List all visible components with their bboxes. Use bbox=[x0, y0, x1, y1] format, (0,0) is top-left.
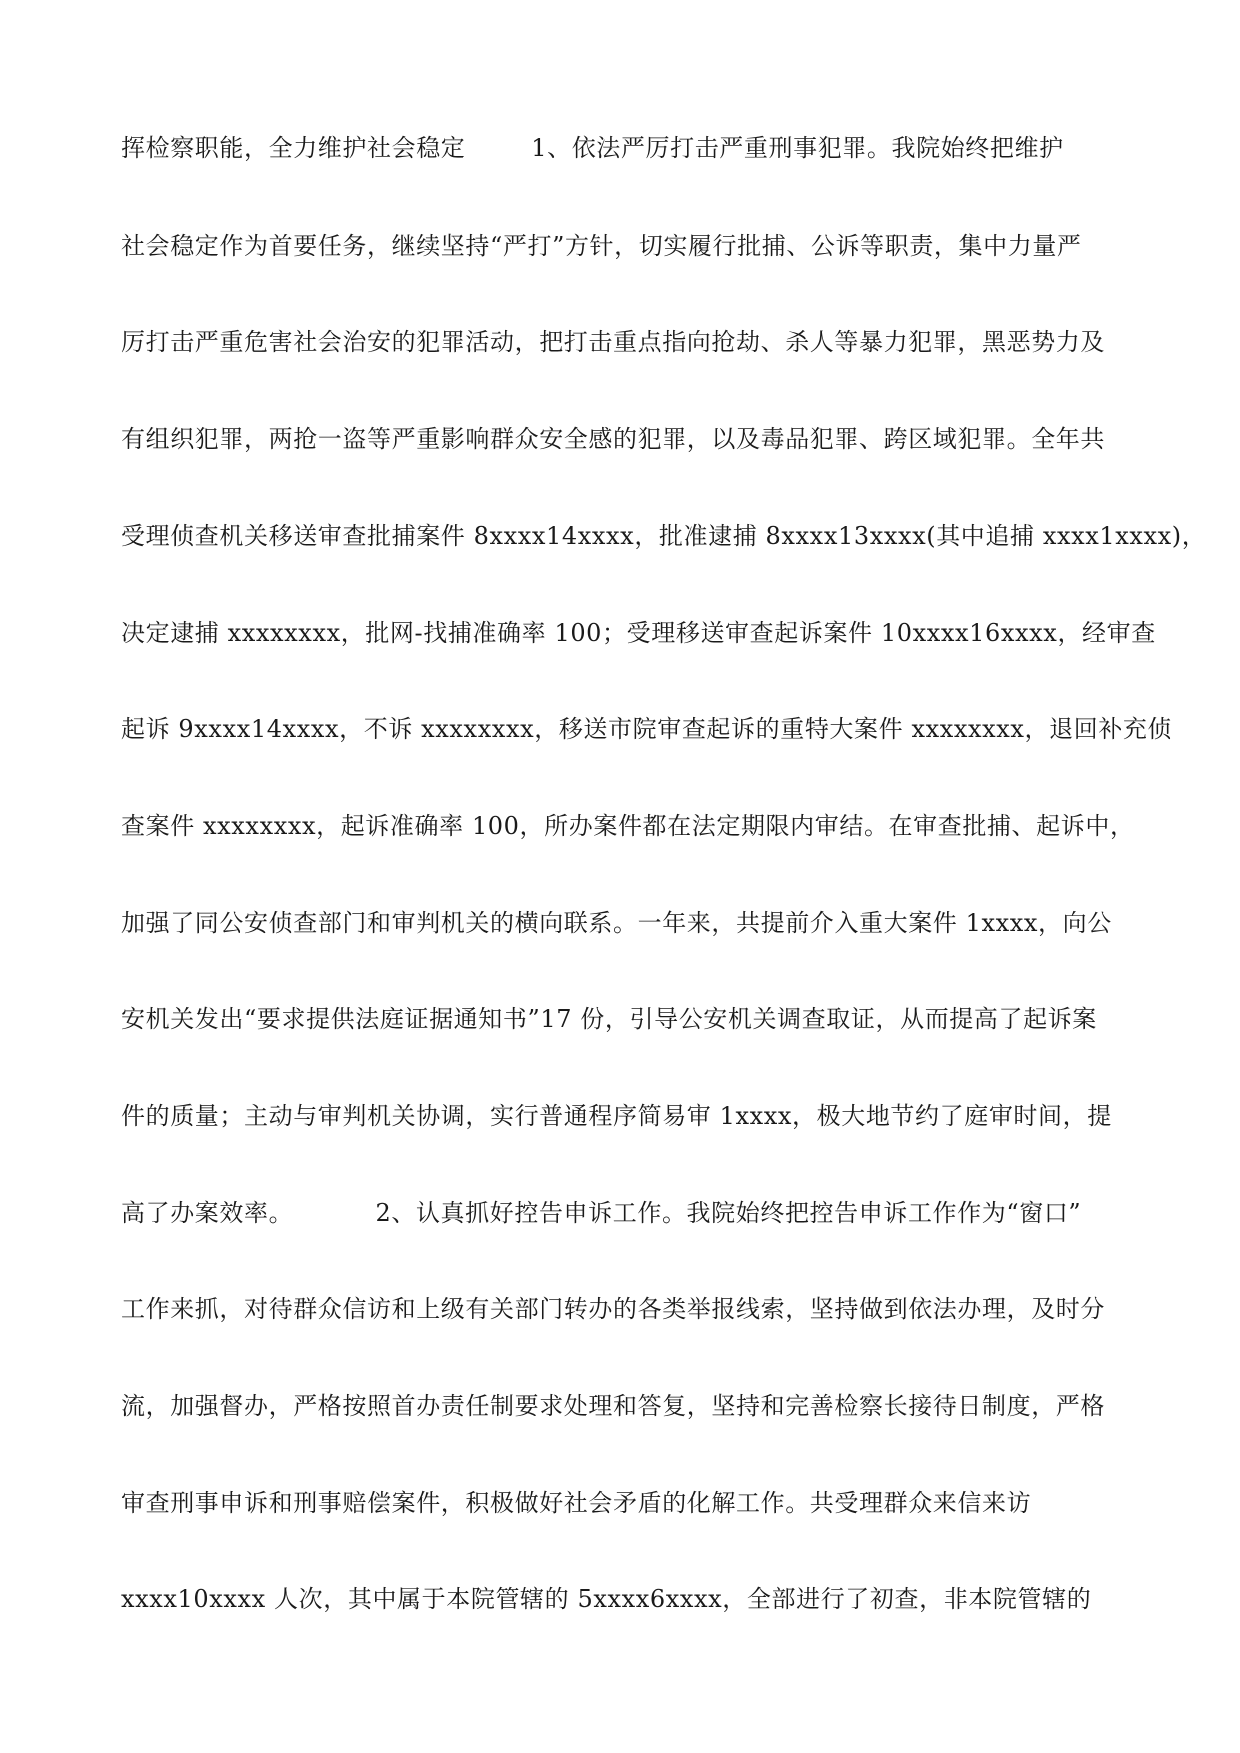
text-line-10: 安机关发出“要求提供法庭证据通知书”17 份，引导公安机关调查取证，从而提高了起诉案 bbox=[121, 1005, 1097, 1033]
text-line-5: 受理侦查机关移送审查批捕案件 8xxxx14xxxx，批准逮捕 8xxxx13xxxx(其中追捕 xxxx1xxxx)， bbox=[121, 522, 1207, 550]
text-line-4: 有组织犯罪，两抢一盗等严重影响群众安全感的犯罪，以及毒品犯罪、跨区域犯罪。全年共 bbox=[121, 425, 1105, 453]
text-line-9: 加强了同公安侦查部门和审判机关的横向联系。一年来，共提前介入重大案件 1xxxx，向公 bbox=[121, 909, 1112, 937]
text-line-16: xxxx10xxxx 人次，其中属于本院管辖的 5xxxx6xxxx，全部进行了初查，非本院管辖的 bbox=[121, 1585, 1092, 1613]
text-line-6: 决定逮捕 xxxxxxxx，批网-找捕准确率 100；受理移送审查起诉案件 10xxxx16xxxx，经审查 bbox=[121, 619, 1156, 647]
text-line-15: 审查刑事申诉和刑事赔偿案件，积极做好社会矛盾的化解工作。共受理群众来信来访 bbox=[121, 1489, 1032, 1517]
text-line-14: 流，加强督办，严格按照首办责任制要求处理和答复，坚持和完善检察长接待日制度，严格 bbox=[121, 1392, 1105, 1420]
text-line-12: 高了办案效率。 2、认真抓好控告申诉工作。我院始终把控告申诉工作作为“窗口” bbox=[121, 1199, 1082, 1227]
text-line-2: 社会稳定作为首要任务，继续坚持“严打”方针，切实履行批捕、公诉等职责，集中力量严 bbox=[121, 232, 1082, 260]
text-line-7: 起诉 9xxxx14xxxx，不诉 xxxxxxxx，移送市院审查起诉的重特大案件 xxxxxxxx，退回补充侦 bbox=[121, 715, 1173, 743]
text-line-1: 挥检察职能，全力维护社会稳定 1、依法严厉打击严重刑事犯罪。我院始终把维护 bbox=[121, 134, 1064, 162]
text-line-8: 查案件 xxxxxxxx，起诉准确率 100，所办案件都在法定期限内审结。在审查批捕、起诉中， bbox=[121, 812, 1135, 840]
text-line-13: 工作来抓，对待群众信访和上级有关部门转办的各类举报线索，坚持做到依法办理，及时分 bbox=[121, 1295, 1105, 1323]
text-line-3: 厉打击严重危害社会治安的犯罪活动，把打击重点指向抢劫、杀人等暴力犯罪，黑恶势力及 bbox=[121, 328, 1105, 356]
text-line-11: 件的质量；主动与审判机关协调，实行普通程序简易审 1xxxx，极大地节约了庭审时间，提 bbox=[121, 1102, 1112, 1130]
